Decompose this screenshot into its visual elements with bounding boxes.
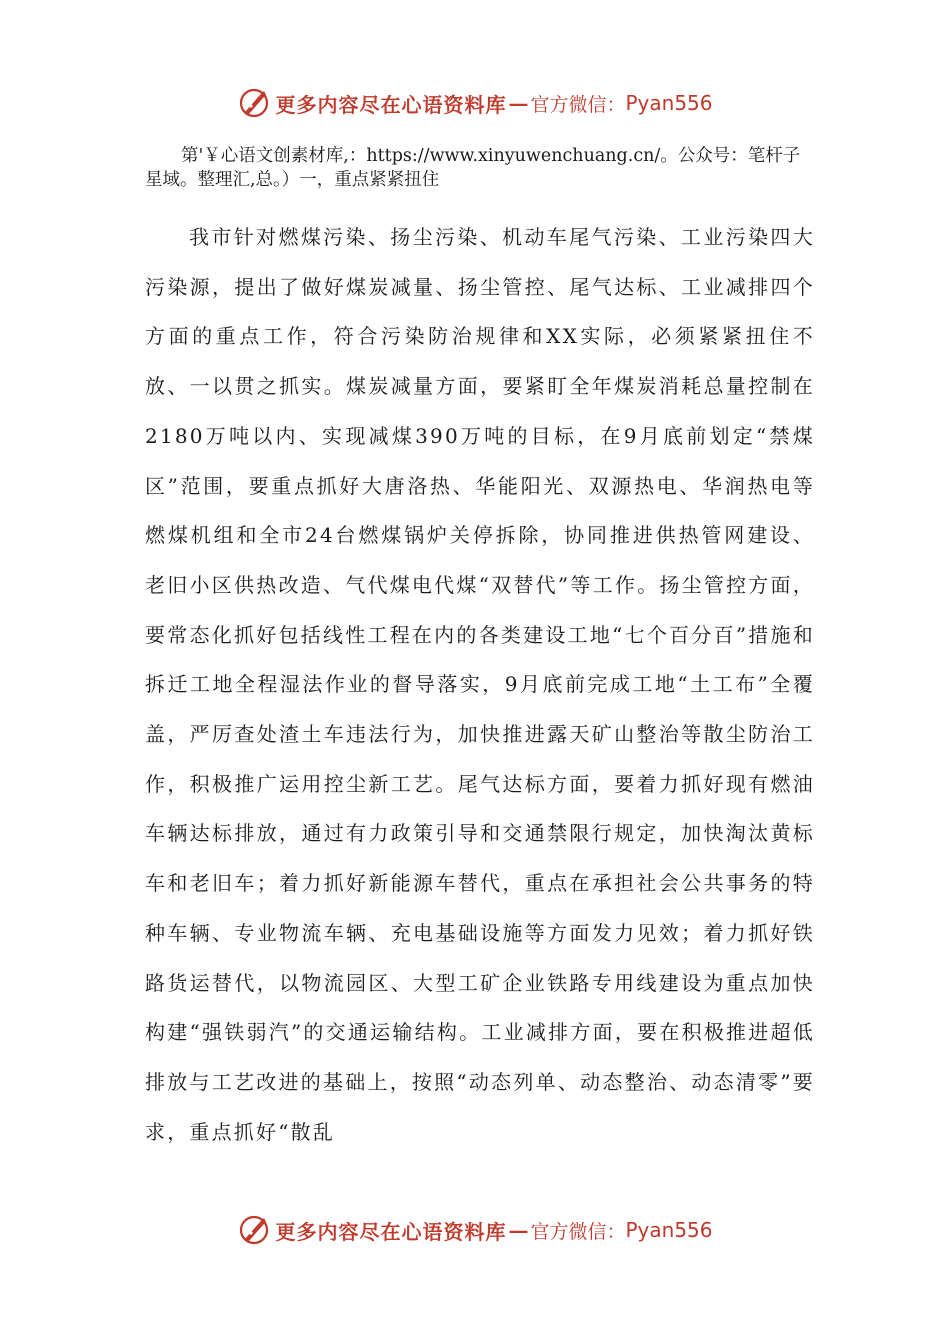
- banner-title: 更多内容尽在心语资料库: [275, 92, 507, 117]
- pen-nib-icon: [237, 86, 271, 120]
- intro-line: 第'￥心语文创素材库,：https://www.xinyuwenchuang.cn/。公众号：笔杆子星域。整理汇,总。）一，重点紧紧扭住: [145, 146, 801, 190]
- banner-separator: —: [508, 1218, 529, 1242]
- banner-wechat-label: 官方微信：: [530, 93, 626, 116]
- footer-banner: [0, 1210, 950, 1250]
- banner-wechat-label: 官方微信：: [530, 1220, 626, 1243]
- body-paragraph: 我市针对燃煤污染、扬尘污染、机动车尾气污染、工业污染四大污染源，提出了做好煤炭减量、扬尘管控、尾气达标、工业减排四个方面的重点工作，符合污染防治规律和XX实际，必须紧紧扭住不放、一以贯之抓实。煤炭减量方面，要紧盯全年煤炭消耗总量控制在2180万吨以内、实现减煤390万吨的目标，在9月底前划定“禁煤区”范围，要重点抓好大唐洛热、华能阳光、双源热电、华润热电等燃煤机组和全市24台燃煤锅炉关停拆除，协同推进供热管网建设、老旧小区供热改造、气代煤电代煤“双替代”等工作。扬尘管控方面，要常态化抓好包括线性工程在内的各类建设工地“七个百分百”措施和拆迁工地全程湿法作业的督导落实，9月底前完成工地“土工布”全覆盖，严厉查处渣土车违法行为，加快推进露天矿山整治等散尘防治工作，积极推广运用控尘新工艺。尾气达标方面，要着力抓好现有燃油车辆达标排放，通过有力政策引导和交通禁限行规定，加快淘汰黄标车和老旧车；着力抓好新能源车替代，重点在承担社会公共事务的特种车辆、专业物流车辆、充电基础设施等方面发力见效；着力抓好铁路货运替代，以物流园区、大型工矿企业铁路专用线建设为重点加快构建“强铁弱汽”的交通运输结构。工业减排方面，要在积极推进超低排放与工艺改进的基础上，按照“动态列单、动态整治、动态清零”要求，重点抓好“散乱: [145, 225, 815, 1144]
- banner-separator: —: [508, 91, 529, 115]
- pen-nib-icon: [237, 1213, 271, 1247]
- banner-account: Pyan556: [625, 91, 713, 115]
- banner-account: Pyan556: [625, 1218, 713, 1242]
- banner-title: 更多内容尽在心语资料库: [275, 1219, 507, 1244]
- header-banner: [0, 83, 950, 123]
